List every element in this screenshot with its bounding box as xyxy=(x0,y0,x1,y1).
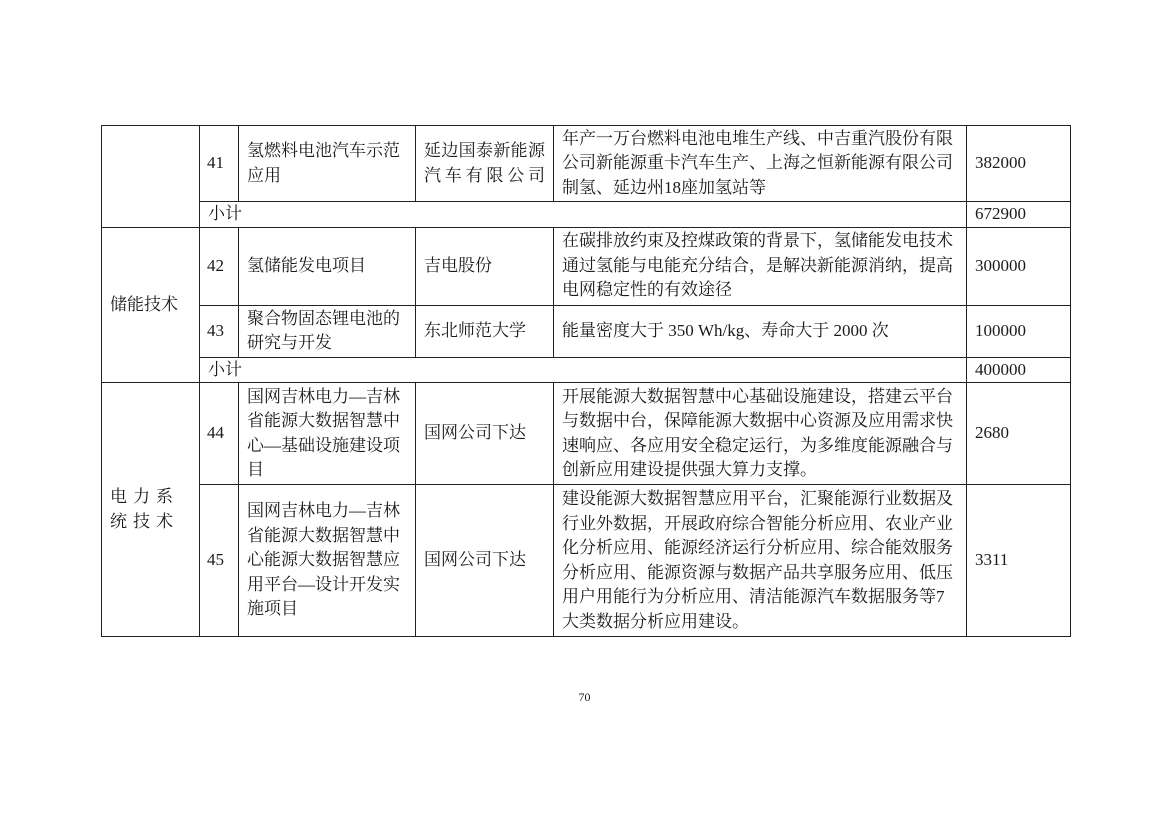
project-unit: 国网公司下达 xyxy=(416,485,554,637)
category-cell: 储能技术 xyxy=(102,227,200,383)
table-row xyxy=(102,383,1071,485)
project-name: 国网吉林电力—吉林省能源大数据智慧中心—基础设施建设项目 xyxy=(239,383,416,485)
table-row xyxy=(102,126,1071,202)
project-content: 建设能源大数据智慧应用平台，汇聚能源行业数据及行业外数据，开展政府综合智能分析应用、农业产业化分析应用、能源经济运行分析应用、综合能效服务分析应用、能源资源与数据产品共享服务应用、低压用户用能行为分析应用、清洁能源汽车数据服务等7大类数据分析应用建设。 xyxy=(554,485,967,637)
subtotal-row xyxy=(102,202,1071,228)
project-name: 氢储能发电项目 xyxy=(239,227,416,305)
project-amount: 2680 xyxy=(967,383,1071,485)
table-row xyxy=(102,485,1071,637)
project-name: 国网吉林电力—吉林省能源大数据智慧中心能源大数据智慧应用平台—设计开发实施项目 xyxy=(239,485,416,637)
project-content: 年产一万台燃料电池电堆生产线、中吉重汽股份有限公司新能源重卡汽车生产、上海之恒新能源有限公司制氢、延边州18座加氢站等 xyxy=(554,126,967,202)
project-unit: 国网公司下达 xyxy=(416,383,554,485)
project-amount: 300000 xyxy=(967,227,1071,305)
subtotal-label: 小计 xyxy=(200,202,967,228)
project-content: 开展能源大数据智慧中心基础设施建设，搭建云平台与数据中台，保障能源大数据中心资源及应用需求快速响应、各应用安全稳定运行，为多维度能源融合与创新应用建设提供强大算力支撑。 xyxy=(554,383,967,485)
category-cell: 电力系统技术 xyxy=(102,383,200,637)
project-name: 聚合物固态锂电池的研究与开发 xyxy=(239,305,416,357)
row-number: 45 xyxy=(200,485,239,637)
subtotal-row xyxy=(102,357,1071,383)
subtotal-amount: 672900 xyxy=(967,202,1071,228)
row-number: 43 xyxy=(200,305,239,357)
project-name: 氢燃料电池汽车示范应用 xyxy=(239,126,416,202)
row-number: 44 xyxy=(200,383,239,485)
row-number: 41 xyxy=(200,126,239,202)
project-amount: 382000 xyxy=(967,126,1071,202)
row-number: 42 xyxy=(200,227,239,305)
project-content: 能量密度大于 350 Wh/kg、寿命大于 2000 次 xyxy=(554,305,967,357)
subtotal-amount: 400000 xyxy=(967,357,1071,383)
subtotal-label: 小计 xyxy=(200,357,967,383)
table-row xyxy=(102,305,1071,357)
project-amount: 3311 xyxy=(967,485,1071,637)
project-unit: 吉电股份 xyxy=(416,227,554,305)
page-number: 70 xyxy=(578,690,591,704)
project-unit: 延边国泰新能源汽车有限公司 xyxy=(416,126,554,202)
project-unit: 东北师范大学 xyxy=(416,305,554,357)
table-row xyxy=(102,227,1071,305)
category-cell xyxy=(102,126,200,228)
project-table xyxy=(101,125,1071,637)
project-content: 在碳排放约束及控煤政策的背景下，氢储能发电技术通过氢能与电能充分结合，是解决新能源消纳，提高电网稳定性的有效途径 xyxy=(554,227,967,305)
project-amount: 100000 xyxy=(967,305,1071,357)
